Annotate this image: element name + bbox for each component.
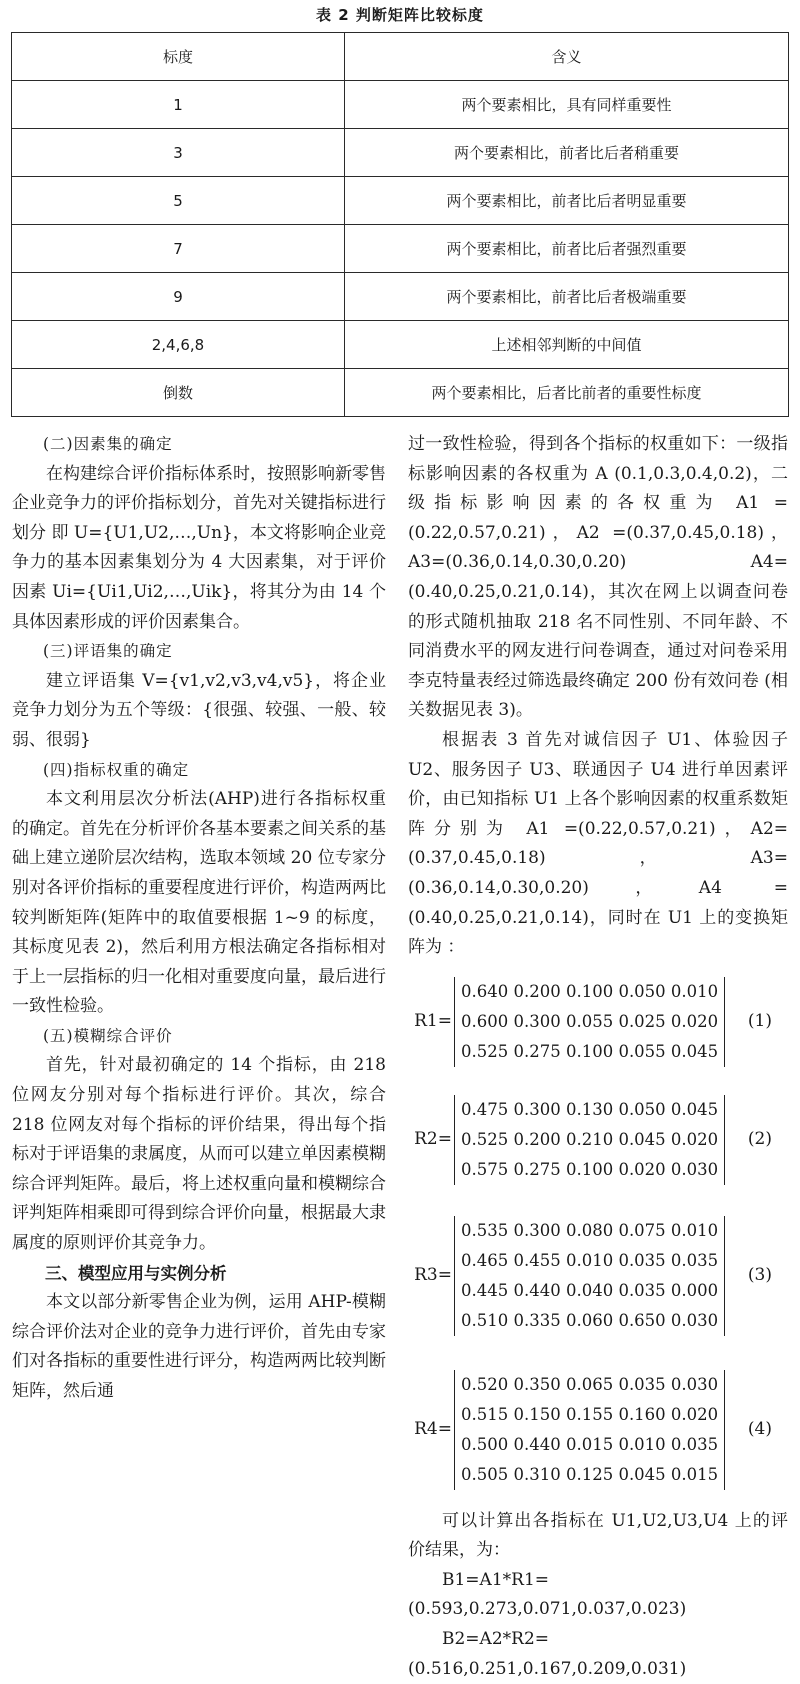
paragraph: 在构建综合评价指标体系时，按照影响新零售企业竞争力的评价指标划分，首先对关键指标进行划分 即 U={U1,U2,…,Un}，本文将影响企业竞争力的基本因素集划分为 4 大因素集，对于评价因素 Ui={Ui1,Ui2,…,Uik}，将其分为由 14 个具体因素形成的评价因素集合。 [12, 463, 386, 632]
table-row [12, 321, 789, 369]
matrix-body [454, 1095, 725, 1185]
paragraph: 本文利用层次分析法(AHP)进行各指标权重的确定。首先在分析评价各基本要素之间关系的基础上建立递阶层次结构，选取本领域 20 位专家分别对各评价指标的重要程度进行评价，构造两两比较判断矩阵(矩阵中的取值要根据 1~9 的标度，其标度见表 2)，然后利用方根法确定各指标相对于上一层指标的归一化相对重要度向量，最后进行一致性检验。 [12, 789, 386, 1017]
table-cell: 5 [12, 177, 345, 225]
table-cell: 两个要素相比，具有同样重要性 [345, 81, 789, 129]
matrix-row: 0.465 0.455 0.010 0.035 0.035 [461, 1250, 719, 1270]
matrix-body [454, 1370, 725, 1490]
table-cell: 两个要素相比，后者比前者的重要性标度 [345, 369, 789, 417]
matrix-row: 0.535 0.300 0.080 0.075 0.010 [461, 1220, 719, 1240]
matrix-row: 0.520 0.350 0.065 0.035 0.030 [461, 1374, 719, 1394]
matrix-body [454, 1216, 725, 1336]
equation-number: (3) [747, 1264, 772, 1285]
result-b2: B2=A2*R2=(0.516,0.251,0.167,0.209,0.031) [408, 1629, 687, 1679]
matrix-row: 0.500 0.440 0.015 0.010 0.035 [461, 1434, 719, 1454]
matrix-row: 0.445 0.440 0.040 0.035 0.000 [461, 1280, 719, 1300]
table-cell: 倒数 [12, 369, 345, 417]
right-column [408, 430, 788, 1684]
section-heading: (三)评语集的确定 [43, 642, 173, 661]
matrix-row: 0.600 0.300 0.055 0.025 0.020 [461, 1011, 719, 1031]
equation-number: (4) [747, 1418, 772, 1439]
paragraph: 建立评语集 V={v1,v2,v3,v4,v5}，将企业竞争力划分为五个等级：{很强、较强、一般、较弱、很弱} [12, 670, 386, 750]
table-cell: 两个要素相比，前者比后者稍重要 [345, 129, 789, 177]
paragraph: 可以计算出各指标在 U1,U2,U3,U4 上的评价结果，为： [408, 1510, 788, 1561]
chapter-heading: 三、模型应用与实例分析 [45, 1263, 227, 1283]
matrix-row: 0.475 0.300 0.130 0.050 0.045 [461, 1099, 719, 1119]
paragraph: 本文以部分新零售企业为例，运用 AHP-模糊综合评价法对企业的竞争力进行评价，首先由专家们对各指标的重要性进行评分，构造两两比较判断矩阵，然后通 [12, 1292, 386, 1401]
matrix-row: 0.510 0.335 0.060 0.650 0.030 [461, 1310, 719, 1330]
table-cell: 两个要素相比，前者比后者强烈重要 [345, 225, 789, 273]
table-cell: 两个要素相比，前者比后者明显重要 [345, 177, 789, 225]
table-cell: 7 [12, 225, 345, 273]
section-heading: (二)因素集的确定 [43, 435, 173, 453]
table-header-row [12, 33, 789, 81]
table-cell: 9 [12, 273, 345, 321]
table-cell: 1 [12, 81, 345, 129]
paragraph: 根据表 3 首先对诚信因子 U1、体验因子U2、服务因子 U3、联通因子 U4 进行单因素评价，由已知指标 U1 上各个影响因素的权重系数矩阵分别为 A1 =(0.22,0.57,0.21)，A2=(0.37,0.45,0.18)，A3=(0.36,0.14,0.30,0.20)，A4 =(0.40,0.25,0.21,0.14)，同时在 U1 上的变换矩阵为 ： [408, 729, 788, 958]
table-header-cell: 标度 [12, 33, 345, 81]
table-row [12, 273, 789, 321]
equation-number: (2) [747, 1128, 772, 1149]
equation-number: (1) [747, 1010, 772, 1031]
matrix-label: R4= [414, 1418, 452, 1439]
matrix-label: R1= [414, 1010, 452, 1031]
matrix-r2 [408, 1081, 788, 1199]
paragraph: 过一致性检验，得到各个指标的权重如下：一级指标影响因素的各权重为 A (0.1,0.3,0.4,0.2)，二级指标影响因素的各权重为 A1 =(0.22,0.57,0.21)，A2 =(0.37,0.45,0.18)，A3=(0.36,0.14,0.30,0.20) A4=(0.40,0.25,0.21,0.14)，其次在网上以调查问卷的形式随机抽取 218 名不同性别、不同年龄、不同消费水平的网友进行问卷调查，通过对问卷采用李克特量表经过筛选最终确定 200 份有效问卷 (相关数据见表 3)。 [408, 434, 788, 721]
matrix-row: 0.505 0.310 0.125 0.045 0.015 [461, 1464, 719, 1484]
matrix-label: R2= [414, 1128, 452, 1149]
table-row [12, 81, 789, 129]
table-row [12, 369, 789, 417]
matrix-label: R3= [414, 1264, 452, 1285]
matrix-r3 [408, 1199, 788, 1353]
table-row [12, 225, 789, 273]
matrix-body [454, 977, 725, 1067]
table-cell: 两个要素相比，前者比后者极端重要 [345, 273, 789, 321]
table-cell: 2,4,6,8 [12, 321, 345, 369]
matrix-row: 0.640 0.200 0.100 0.050 0.010 [461, 981, 719, 1001]
matrix-row: 0.525 0.275 0.100 0.055 0.045 [461, 1041, 719, 1061]
table-header-cell: 含义 [345, 33, 789, 81]
matrix-row: 0.525 0.200 0.210 0.045 0.020 [461, 1129, 719, 1149]
table-cell: 上述相邻判断的中间值 [345, 321, 789, 369]
result-b1: B1=A1*R1=(0.593,0.273,0.071,0.037,0.023) [408, 1569, 687, 1620]
matrix-r1 [408, 963, 788, 1081]
matrix-r4 [408, 1353, 788, 1507]
table-row [12, 129, 789, 177]
table-title: 表 2 判断矩阵比较标度 [316, 6, 484, 24]
paragraph: 首先，针对最初确定的 14 个指标，由 218 位网友分别对每个指标进行评价。其次，综合 218 位网友对每个指标的评价结果，得出每个指标对于评语集的隶属度，从而可以建立单因素模糊综合评判矩阵。最后，将上述权重向量和模糊综合评判矩阵相乘即可得到综合评价向量，根据最大隶属度的原则评价其竞争力。 [12, 1055, 386, 1254]
table-cell: 3 [12, 129, 345, 177]
left-column [12, 430, 386, 1407]
matrix-row: 0.515 0.150 0.155 0.160 0.020 [461, 1404, 719, 1424]
matrix-row: 0.575 0.275 0.100 0.020 0.030 [461, 1159, 719, 1179]
section-heading: (四)指标权重的确定 [43, 760, 190, 779]
section-heading: (五)模糊综合评价 [43, 1026, 173, 1045]
scale-table [11, 32, 789, 417]
table-row [12, 177, 789, 225]
